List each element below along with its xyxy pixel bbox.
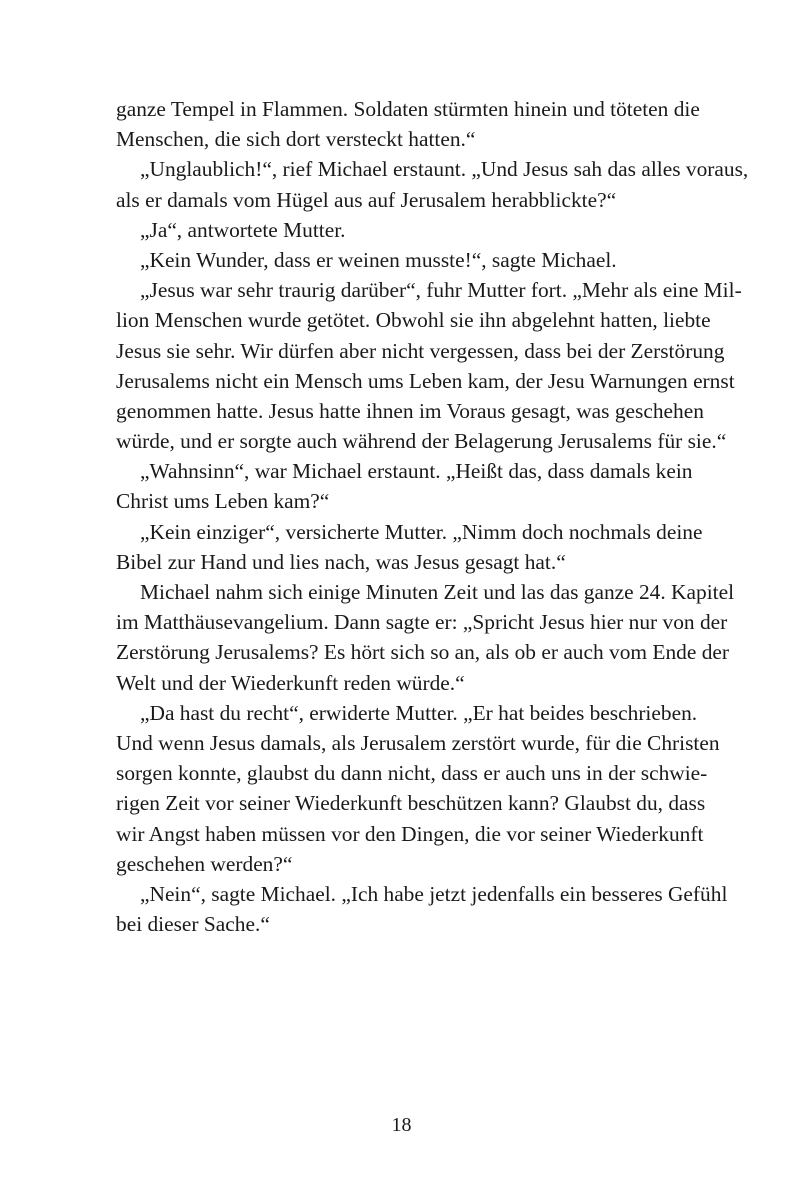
text-line: sorgen konnte, glaubst du dann nicht, dass er auch uns in der schwie- [116,761,708,786]
text-line: lion Menschen wurde getötet. Obwohl sie ihn abgelehnt hatten, liebte [116,308,711,333]
text-line: Menschen, die sich dort versteckt hatten.“ [116,127,476,152]
text-line: ganze Tempel in Flammen. Soldaten stürmten hinein und töteten die [116,97,700,121]
text-line: „Nein“, sagte Michael. „Ich habe jetzt jedenfalls ein besseres Gefühl [140,881,728,906]
paragraph-4 [116,245,688,275]
paragraph-9 [116,698,720,879]
text-line: „Da hast du recht“, erwiderte Mutter. „Er hat beides beschrieben. [140,700,698,725]
text-line: „Unglaublich!“, rief Michael erstaunt. „Und Jesus sah das alles voraus, [140,157,749,182]
text-line: Jerusalems nicht ein Mensch ums Leben kam, der Jesu Warnungen ernst [116,368,735,393]
text-line: Und wenn Jesus damals, als Jerusalem zerstört wurde, für die Christen [116,730,720,755]
text-line: „Kein Wunder, dass er weinen musste!“, sagte Michael. [140,247,617,272]
text-line: „Jesus war sehr traurig darüber“, fuhr Mutter fort. „Mehr als eine Mil- [140,278,742,303]
paragraph-3 [116,215,688,245]
text-line: „Wahnsinn“, war Michael erstaunt. „Heißt das, dass damals kein [140,459,693,484]
text-line: genommen hatte. Jesus hatte ihnen im Voraus gesagt, was geschehen [116,398,704,423]
text-line: Bibel zur Hand und lies nach, was Jesus gesagt hat.“ [116,549,566,574]
text-line: rigen Zeit vor seiner Wiederkunft beschützen kann? Glaubst du, dass [116,791,706,816]
text-line: bei dieser Sache.“ [116,912,270,937]
text-line: Christ ums Leben kam?“ [116,489,330,514]
text-line: „Kein einziger“, versicherte Mutter. „Nimm doch nochmals deine [140,519,703,544]
paragraph-1 [116,94,700,154]
text-line: geschehen werden?“ [116,851,293,876]
text-line: „Ja“, antwortete Mutter. [140,217,346,242]
text-line: Welt und der Wiederkunft reden würde.“ [116,670,465,695]
paragraph-7 [116,517,703,577]
text-line: würde, und er sorgte auch während der Belagerung Jerusalems für sie.“ [116,429,727,454]
text-line: wir Angst haben müssen vor den Dingen, die vor seiner Wiederkunft [116,821,704,846]
paragraph-10 [116,879,728,939]
text-line: Michael nahm sich einige Minuten Zeit und las das ganze 24. Kapitel [140,580,735,604]
text-line: im Matthäusevangelium. Dann sagte er: „Spricht Jesus hier nur von der [116,610,728,635]
body-text [116,94,749,939]
text-line: Jesus sie sehr. Wir dürfen aber nicht vergessen, dass bei der Zerstörung [116,338,725,363]
paragraph-2 [116,154,749,214]
page-number: 18 [391,1114,412,1136]
paragraph-6 [116,456,693,516]
paragraph-5 [116,275,742,456]
text-line: als er damals vom Hügel aus auf Jerusalem herabblickte?“ [116,187,617,212]
paragraph-8 [116,577,735,698]
text-line: Zerstörung Jerusalems? Es hört sich so an, als ob er auch vom Ende der [116,640,730,665]
